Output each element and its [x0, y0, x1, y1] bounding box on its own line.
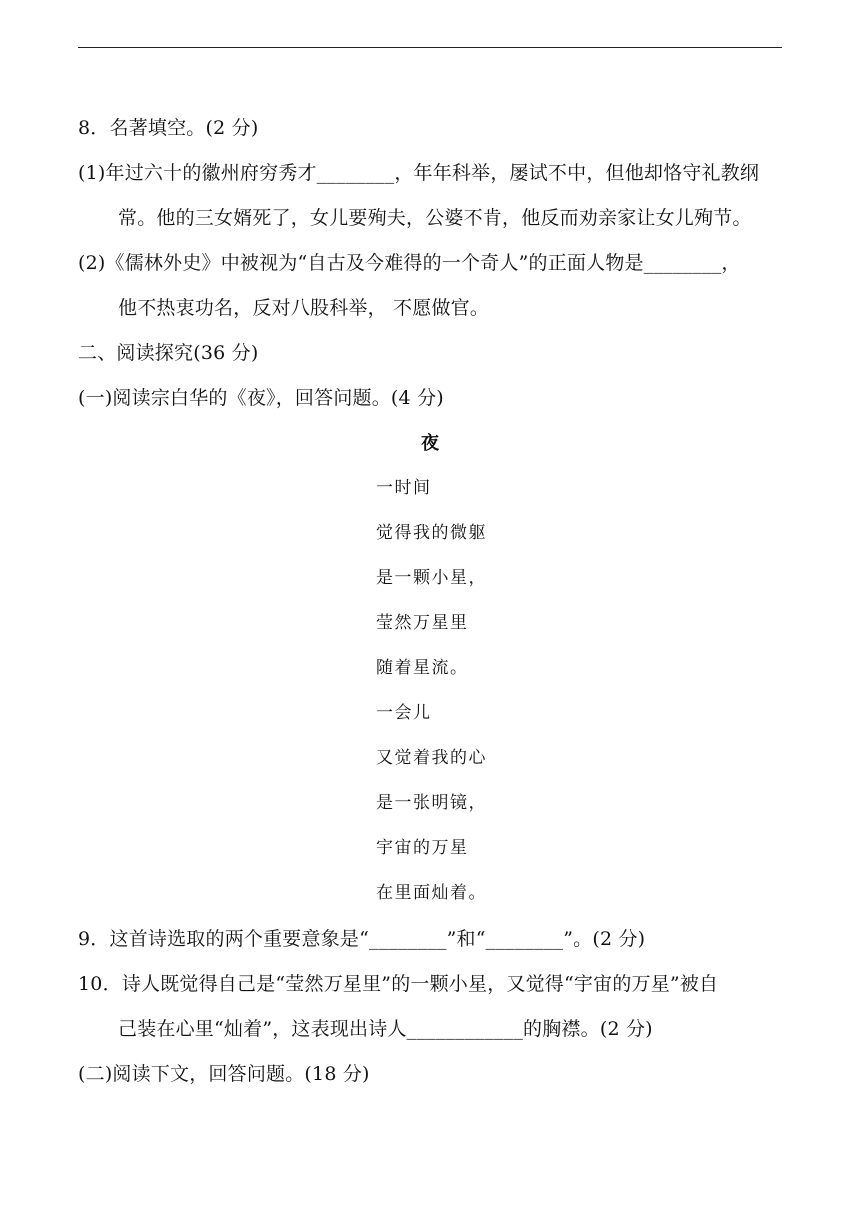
question-10-line2: 己装在心里“灿着”，这表现出诗人____________的胸襟。(2 分)	[118, 1018, 653, 1040]
poem-line: 在里面灿着。	[376, 883, 487, 903]
question-9: 9．这首诗选取的两个重要意象是“________”和“________”。(2 分)	[78, 928, 646, 950]
poem-line: 莹然万星里	[376, 613, 469, 633]
poem-title: 夜	[421, 433, 439, 454]
poem-line: 是一颗小星，	[376, 568, 487, 588]
question-8-part1-line1: (1)年过六十的徽州府穷秀才________，年年科举，屡试不中，但他却恪守礼教纲	[78, 162, 760, 184]
question-10-line1: 10．诗人既觉得自己是“莹然万星里”的一颗小星，又觉得“宇宙的万星”被自	[78, 973, 719, 995]
question-8-part2-line2: 他不热衷功名，反对八股科举， 不愿做官。	[118, 297, 490, 319]
header-rule	[78, 47, 782, 48]
poem-line: 又觉着我的心	[376, 748, 487, 768]
poem-line: 觉得我的微躯	[376, 523, 487, 543]
question-8-part1-line2: 常。他的三女婿死了，女儿要殉夫，公婆不肯，他反而劝亲家让女儿殉节。	[118, 207, 752, 229]
section-2-header: 二、阅读探究(36 分)	[78, 342, 259, 364]
question-8-part2-line1: (2)《儒林外史》中被视为“自古及今难得的一个奇人”的正面人物是________，	[78, 252, 741, 274]
part-2-header: (二)阅读下文，回答问题。(18 分)	[78, 1063, 370, 1085]
poem-line: 是一张明镜，	[376, 793, 487, 813]
poem-line: 一时间	[376, 478, 432, 498]
poem-line: 一会儿	[376, 703, 432, 723]
poem-line: 宇宙的万星	[376, 838, 469, 858]
part-1-header: (一)阅读宗白华的《夜》，回答问题。(4 分)	[78, 387, 444, 409]
poem-line: 随着星流。	[376, 658, 469, 678]
question-8-header: 8．名著填空。(2 分)	[78, 117, 259, 139]
